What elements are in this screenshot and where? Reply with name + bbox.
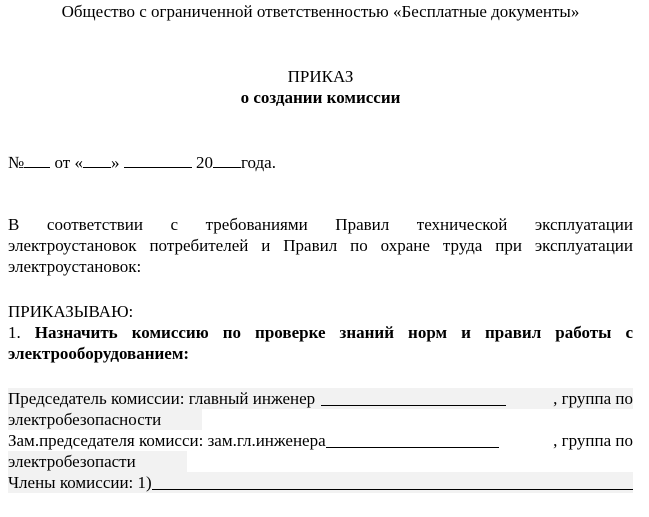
day-blank [83,152,111,168]
item-1-line-2: электрооборудованием: [8,344,190,363]
deputy-suffix: , группа по [553,431,633,450]
deputy-label: Зам.председателя комисси: зам.гл.инженера [8,431,326,450]
number-sign: № [8,153,25,172]
members-blank [152,473,633,490]
chairman-label: Председатель комиссии: главный инженер [8,389,316,408]
members-line [8,472,633,493]
number-blank [24,152,50,168]
item-1-number: 1. [8,323,21,342]
members-label: Члены комиссии: 1) [8,473,152,492]
item-1-text: Назначить комиссию по проверке знаний норм и правил работы с [34,323,633,342]
deputy-line-2: электробезопасти [8,451,187,472]
year-prefix: 20 [195,153,213,172]
preamble-line-2: электроустановок потребителей и Правил по охране труда при эксплуатации [8,236,633,255]
month-blank [124,152,192,168]
chairman-name-blank [321,389,506,406]
preamble-line-1: В соответствии с требованиями Правил технической эксплуатации [8,215,633,234]
deputy-line [8,430,633,451]
year-blank [213,152,241,168]
document-subject: о создании комиссии [240,88,401,107]
chairman-line-2: электробезопасности [8,409,202,430]
chairman-line [8,388,633,409]
year-suffix: года. [240,153,276,172]
order-word: ПРИКАЗЫВАЮ: [8,302,134,321]
deputy-name-blank [326,431,499,448]
document-title: ПРИКАЗ [287,67,354,86]
order-number-line [8,152,633,173]
date-close-quote: » [110,153,120,172]
preamble-line-3: электроустановок: [8,257,142,276]
organization-name: Общество с ограниченной ответственностью «Бесплатные документы» [61,2,580,21]
chairman-suffix: , группа по [553,389,633,408]
date-from-label: от « [54,153,83,172]
item-1-line-1 [8,322,633,343]
